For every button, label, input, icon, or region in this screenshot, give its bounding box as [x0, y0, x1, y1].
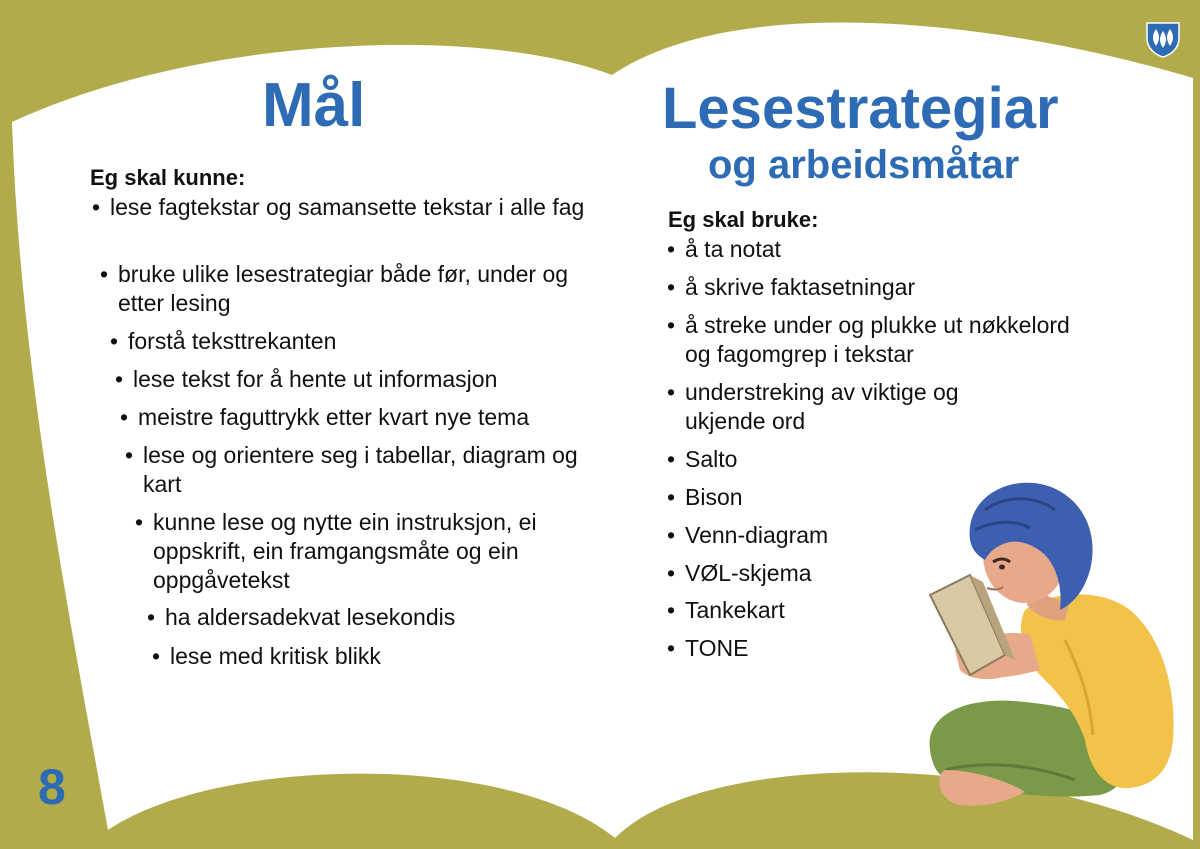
list-item: • TONE — [667, 635, 749, 661]
list-item: • Salto — [667, 446, 738, 472]
list-item: • å ta notat — [667, 236, 781, 262]
bullet-icon: • — [135, 509, 144, 535]
right-page-heading: Eg skal bruke: — [668, 207, 819, 232]
page-number: 8 — [38, 759, 66, 815]
list-item: • Bison — [667, 484, 743, 510]
list-item: • VØL-skjema — [667, 560, 812, 586]
bullet-icon: • — [667, 484, 676, 510]
list-item: • lese tekst for å hente ut informasjon — [115, 366, 498, 392]
list-item: • å skrive faktasetningar — [667, 274, 916, 300]
bullet-icon: • — [667, 597, 676, 623]
list-item: • lese fagtekstar og samansette tekstar i alle fag — [92, 194, 585, 220]
bullet-icon: • — [667, 379, 676, 405]
bullet-icon: • — [92, 194, 101, 220]
bullet-icon: • — [667, 635, 676, 661]
bullet-icon: • — [115, 366, 124, 392]
bullet-icon: • — [110, 328, 119, 354]
list-item: • Venn-diagram — [667, 522, 829, 548]
bullet-icon: • — [667, 236, 676, 262]
boy-reading-book-illustration — [915, 470, 1185, 815]
bullet-icon: • — [147, 604, 156, 630]
bullet-icon: • — [125, 442, 134, 468]
coat-of-arms-icon — [1146, 22, 1180, 58]
left-page-heading: Eg skal kunne: — [90, 165, 246, 190]
list-item: • lese og orientere seg i tabellar, diagram og kart — [125, 442, 578, 497]
right-page-title: Lesestrategiar — [662, 76, 1059, 141]
bullet-icon: • — [152, 643, 161, 669]
list-item: • bruke ulike lesestrategiar både før, under og etter lesing — [100, 261, 569, 316]
list-item: • kunne lese og nytte ein instruksjon, ei oppskrift, ein framgangsmåte og ein oppgåvetekst — [135, 509, 537, 593]
bullet-icon: • — [667, 312, 676, 338]
list-item: • å streke under og plukke ut nøkkelord og fagomgrep i tekstar — [667, 312, 1070, 367]
list-item: • forstå teksttrekanten — [110, 328, 337, 354]
bullet-icon: • — [667, 446, 676, 472]
list-item: • meistre faguttrykk etter kvart nye tema — [120, 404, 530, 430]
list-item: • ha aldersadekvat lesekondis — [147, 604, 456, 630]
list-item: • lese med kritisk blikk — [152, 643, 381, 669]
bullet-icon: • — [120, 404, 129, 430]
bullet-icon: • — [667, 522, 676, 548]
right-page-subtitle: og arbeidsmåtar — [708, 143, 1020, 187]
bullet-icon: • — [667, 560, 676, 586]
list-item: • Tankekart — [667, 597, 785, 623]
list-item: • understreking av viktige og ukjende ord — [667, 379, 959, 434]
bullet-icon: • — [667, 274, 676, 300]
left-page-title: Mål — [262, 71, 366, 140]
bullet-icon: • — [100, 261, 109, 287]
